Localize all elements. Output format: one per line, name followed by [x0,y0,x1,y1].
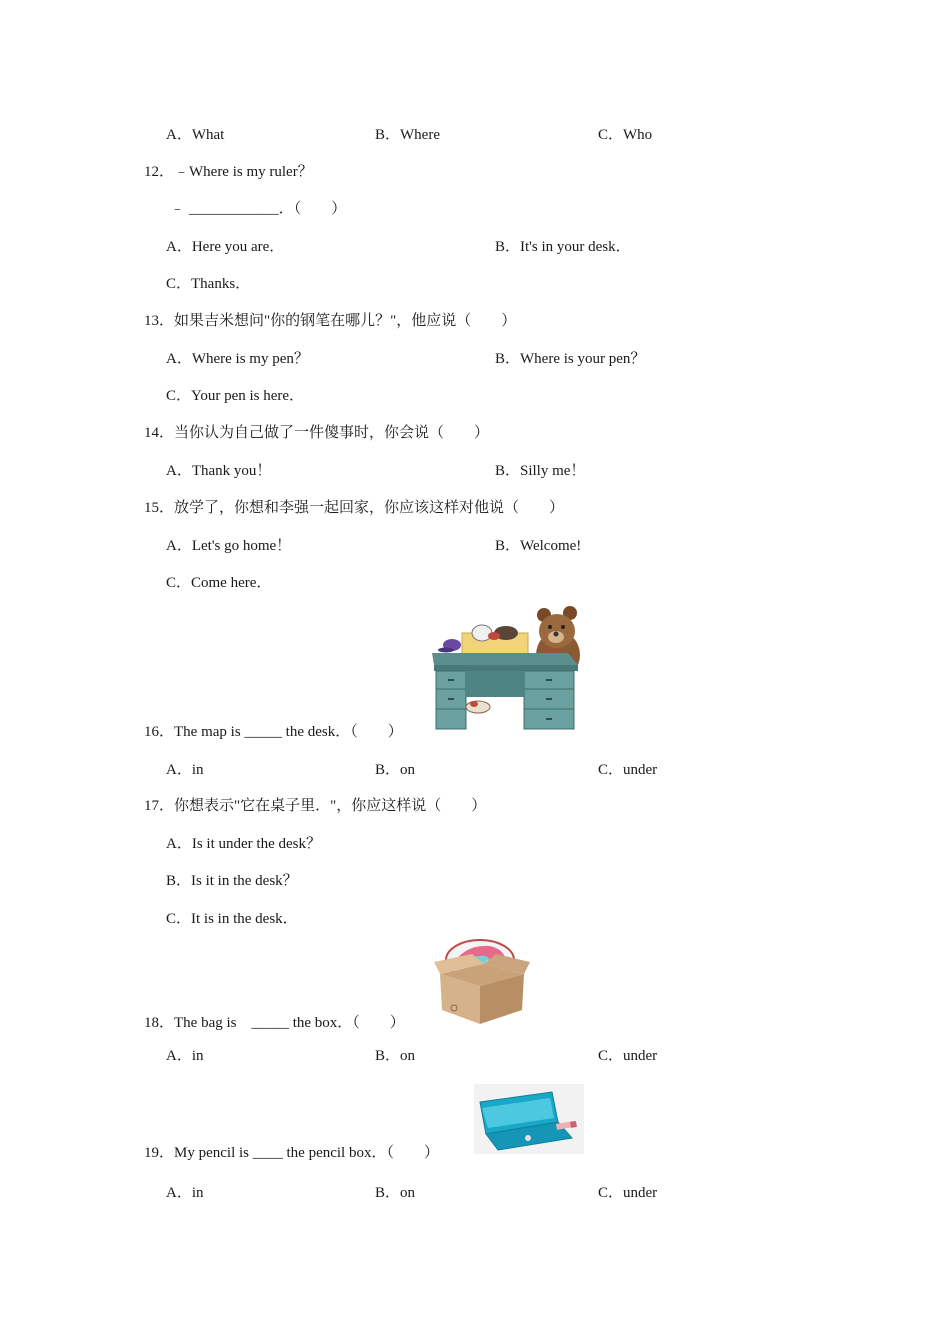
q16-stem: 16．The map is _____ the desk．（ ） [144,724,403,740]
q12-answer-line: ﹣ ____________．（ ） [170,201,347,217]
q14-stem: 14．当你认为自己做了一件傻事时，你会说（ ） [144,425,490,441]
q12-stem: 12．﹣Where is my ruler？ [144,164,313,180]
q15-option-c[interactable]: C．Come here． [166,575,272,591]
q18-option-b[interactable]: B．on [375,1048,416,1064]
q13-option-b[interactable]: B．Where is your pen？ [495,351,646,367]
q19-stem: 19．My pencil is ____ the pencil box．（ ） [144,1145,439,1161]
box-bag-illustration [434,938,530,1026]
q19-option-a[interactable]: A．in [166,1185,204,1201]
q19-option-c[interactable]: C．under [598,1185,658,1201]
q14-option-a[interactable]: A．Thank you！ [166,463,272,479]
q16-option-c[interactable]: C．under [598,762,658,778]
q15-option-b[interactable]: B．Welcome! [495,538,582,554]
q17-stem: 17．你想表示"它在桌子里．"，你应这样说（ ） [144,798,487,814]
q13-option-a[interactable]: A．Where is my pen？ [166,351,309,367]
q19-option-b[interactable]: B．on [375,1185,416,1201]
q18-option-a[interactable]: A．in [166,1048,204,1064]
desk-illustration [428,603,584,735]
q18-stem: 18．The bag is _____ the box．（ ） [144,1015,405,1031]
q13-option-c[interactable]: C．Your pen is here． [166,388,305,404]
q12-option-b[interactable]: B．It's in your desk． [495,239,631,255]
q13-stem: 13．如果吉米想问"你的钢笔在哪儿？"，他应说（ ） [144,313,517,329]
q12-option-c[interactable]: C．Thanks． [166,276,251,292]
q17-option-b[interactable]: B．Is it in the desk？ [166,873,298,889]
q17-option-c[interactable]: C．It is in the desk． [166,911,298,927]
q12-option-a[interactable]: A．Here you are． [166,239,285,255]
q11-option-c[interactable]: C．Who [598,127,653,143]
q11-option-a[interactable]: A．What [166,127,225,143]
q18-option-c[interactable]: C．under [598,1048,658,1064]
q15-option-a[interactable]: A．Let's go home！ [166,538,292,554]
q11-option-b[interactable]: B．Where [375,127,440,143]
q14-option-b[interactable]: B．Silly me！ [495,463,586,479]
q15-stem: 15．放学了，你想和李强一起回家，你应该这样对他说（ ） [144,500,565,516]
pencil-box-illustration [474,1084,584,1154]
q17-option-a[interactable]: A．Is it under the desk？ [166,836,321,852]
q16-option-a[interactable]: A．in [166,762,204,778]
q16-option-b[interactable]: B．on [375,762,416,778]
